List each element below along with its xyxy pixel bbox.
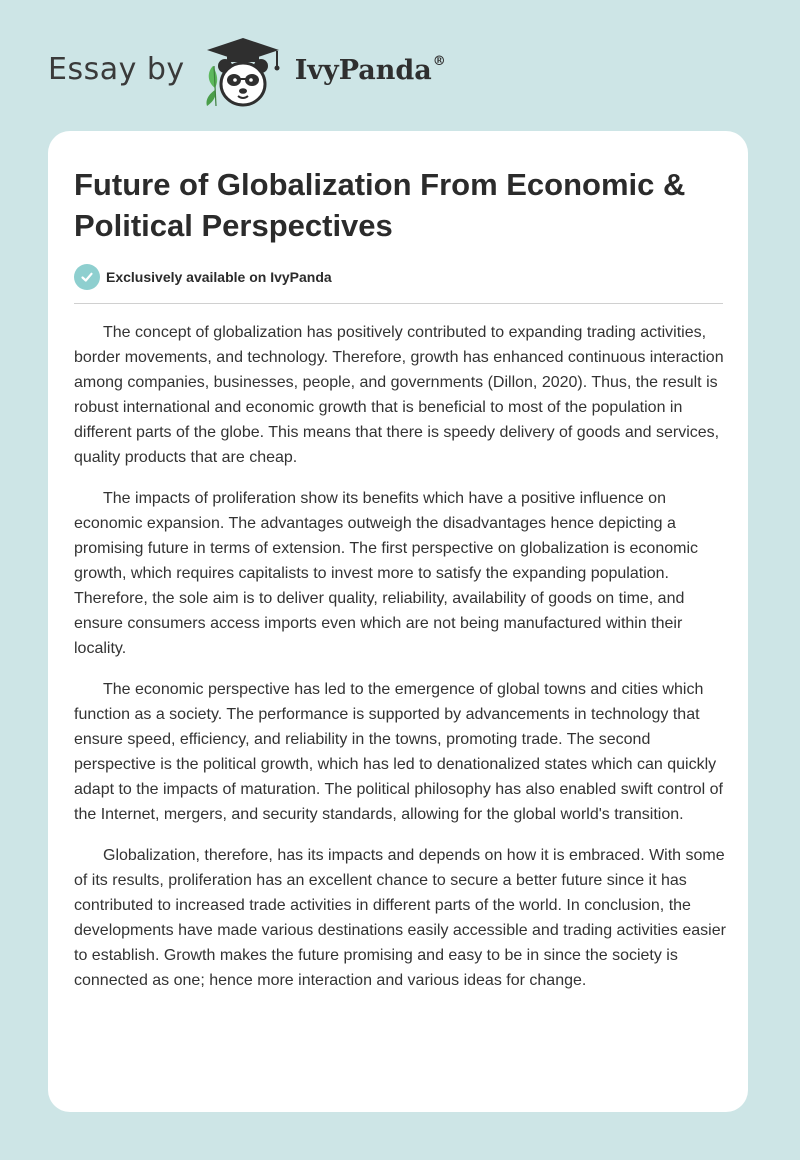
panda-graduate-logo-icon[interactable] [197, 32, 289, 112]
paragraph: The economic perspective has led to the emergence of global towns and cities which function as a society. The performance is supported by advancements in technology that ensure speed, efficiency, and reliability in the towns, promoting trade. The second perspective is the political growth, which has led to denationalized states which can quickly adapt to the impacts of maturation. The political philosophy has also enabled swift control of the Internet, mergers, and security standards, allowing for the global world's transition. [74, 681, 723, 823]
paragraph: The concept of globalization has positively contributed to expanding trading activities, border movements, and technology. Therefore, growth has enhanced continuous interaction among companies, businesses, people, and governments (Dillon, 2020). Thus, the result is robust international and economic growth that is beneficial to most of the population in different parts of the globe. This means that there is speedy delivery of goods and services, quality products that are cheap. [74, 324, 724, 466]
essay-card [48, 131, 748, 1112]
essay-by-label: Essay by [48, 51, 185, 87]
paragraph: The impacts of proliferation show its benefits which have a positive influence on economic expansion. The advantages outweigh the disadvantages hence depicting a promising future in terms of extension. The first perspective on globalization is economic growth, which requires capitalists to invest more to satisfy the expanding population. Therefore, the sole aim is to deliver quality, reliability, availability of goods on time, and ensure consumers access imports even which are not being manufactured within their locality. [74, 490, 699, 657]
exclusive-badge [74, 264, 332, 290]
divider [74, 303, 723, 304]
exclusive-label: Exclusively available on IvyPanda [106, 269, 332, 285]
site-header [48, 32, 446, 112]
essay-body [74, 320, 726, 1009]
paragraph: Globalization, therefore, has its impacts and depends on how it is embraced. With some of its results, proliferation has an excellent chance to secure a better future since it has contributed to increased trade activities in different parts of the world. In conclusion, the developments have made various destinations easily accessible and trading activities easier to establish. Growth makes the future promising and easy to be in since the society is connected as one; hence more interaction and various ideas for change. [74, 847, 726, 989]
check-icon [74, 264, 100, 290]
page-title: Future of Globalization From Economic & Political Perspectives [74, 167, 686, 243]
brand-name[interactable]: IvyPanda® [294, 53, 446, 86]
